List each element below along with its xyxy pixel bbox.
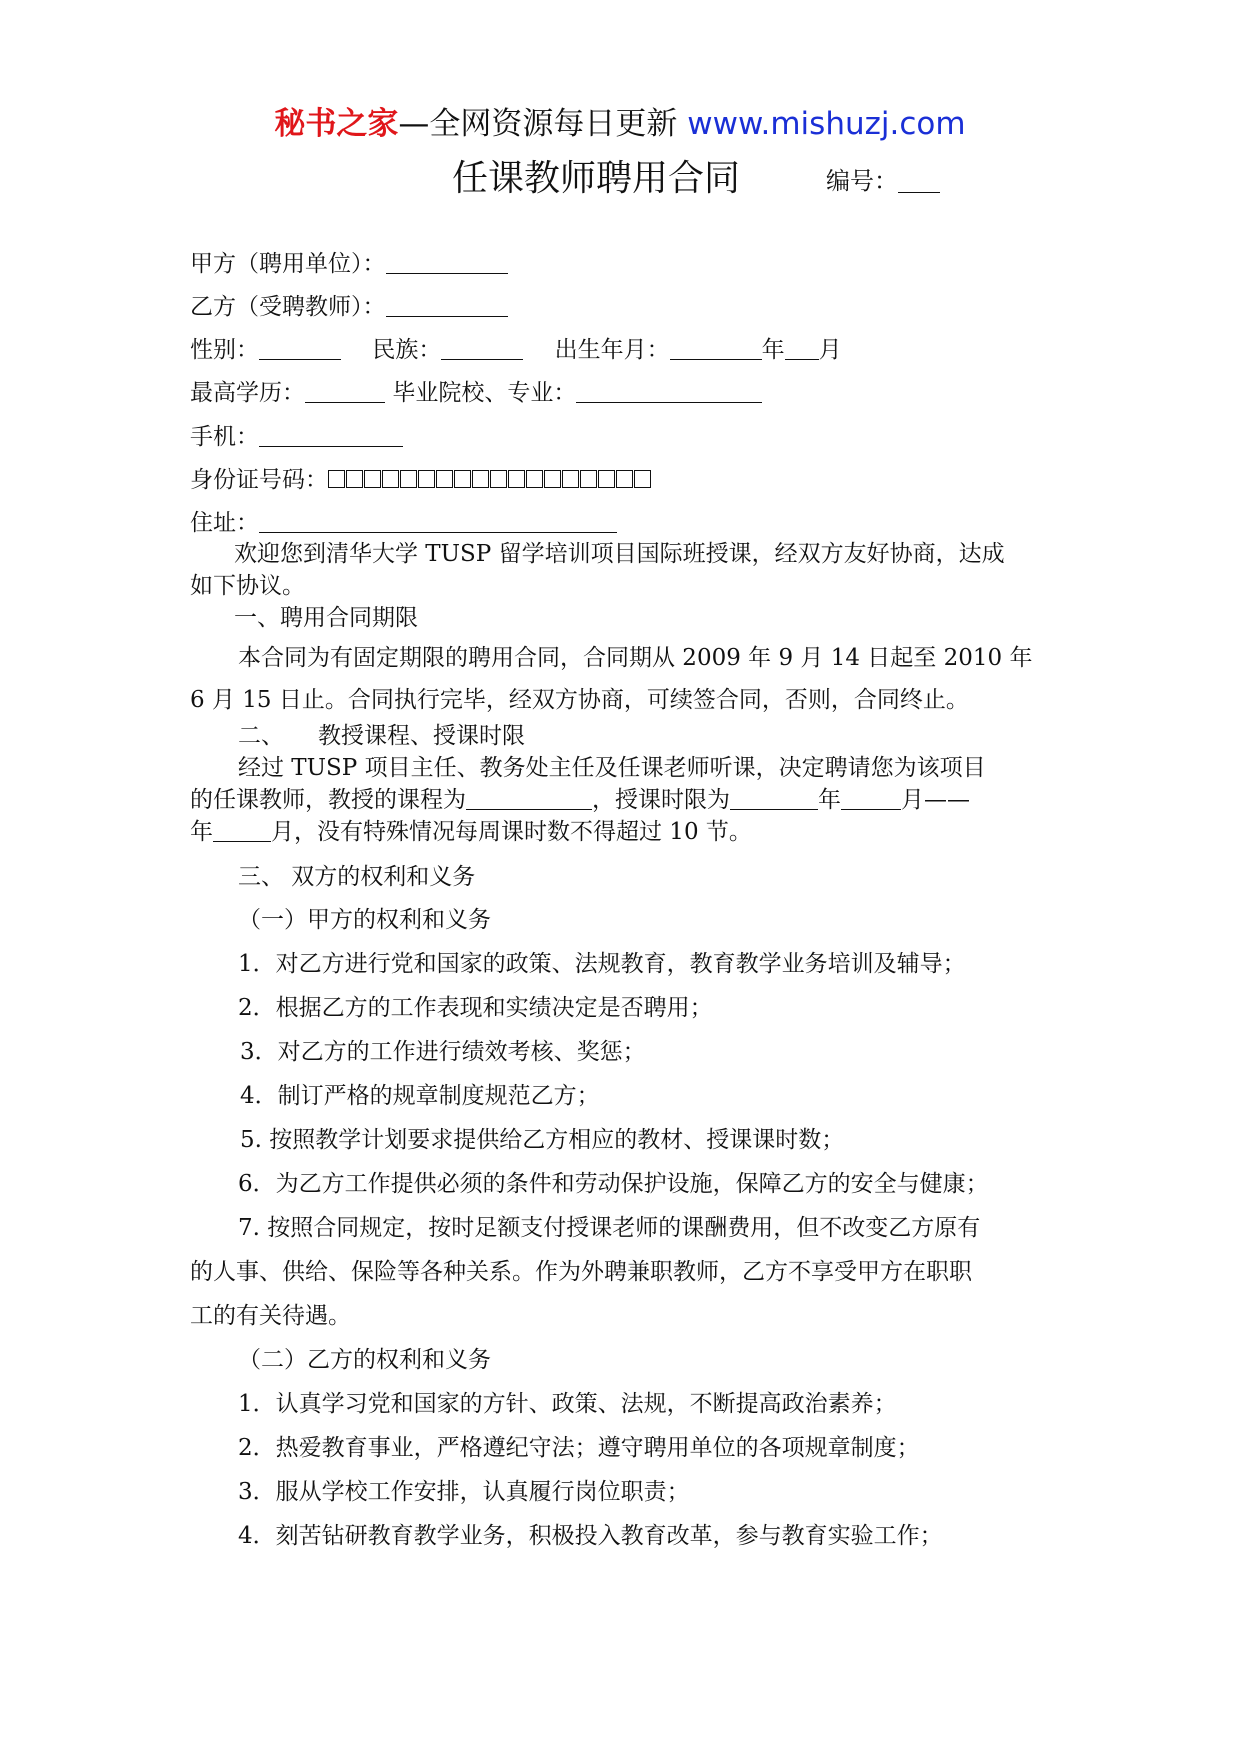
party-b-blank xyxy=(386,292,508,317)
site-banner xyxy=(0,104,1240,144)
period-start-year-unit: 年 xyxy=(818,787,841,813)
document-title: 任课教师聘用合同 xyxy=(452,158,741,199)
phone-line xyxy=(190,421,403,453)
id-number-box xyxy=(454,470,471,488)
period-end-month-blank xyxy=(213,817,271,842)
id-number-box xyxy=(580,470,597,488)
party-a-item: 6．为乙方工作提供必须的条件和劳动保护设施，保障乙方的安全与健康； xyxy=(238,1171,989,1197)
period-end-year-unit: 年 xyxy=(190,819,213,845)
period-label: ，授课时限为 xyxy=(592,787,730,813)
birth-month-unit: 月 xyxy=(818,337,842,363)
id-number-box xyxy=(616,470,633,488)
party-b-label: 乙方（受聘教师）： xyxy=(190,294,386,320)
id-number-box xyxy=(436,470,453,488)
birth-year-blank xyxy=(670,335,762,360)
id-number-box xyxy=(526,470,543,488)
party-b-rights-heading: （二）乙方的权利和义务 xyxy=(238,1347,491,1373)
id-number-box xyxy=(328,470,345,488)
party-a-item-7-line-3: 工的有关待遇。 xyxy=(190,1303,351,1329)
party-a-item: 4．制订严格的规章制度规范乙方； xyxy=(240,1083,600,1109)
banner-brand: 秘书之家 xyxy=(274,106,399,142)
party-a-item: 2．根据乙方的工作表现和实绩决定是否聘用； xyxy=(238,995,713,1021)
period-start-month-unit: 月—— xyxy=(901,787,970,813)
party-b-item: 4．刻苦钻研教育教学业务，积极投入教育改革，参与教育实验工作； xyxy=(238,1523,943,1549)
phone-blank xyxy=(259,422,403,447)
birth-month-blank xyxy=(785,335,819,360)
banner-slogan: —全网资源每日更新 xyxy=(398,106,678,142)
period-start-year-blank xyxy=(730,785,818,810)
section-2-line-2 xyxy=(190,784,970,816)
party-a-item: 3．对乙方的工作进行绩效考核、奖惩； xyxy=(240,1039,646,1065)
id-number-box xyxy=(400,470,417,488)
id-number-box xyxy=(472,470,489,488)
gender-blank xyxy=(259,335,341,360)
personal-info-line xyxy=(190,334,842,366)
period-start-month-blank xyxy=(841,785,901,810)
gender-label: 性别： xyxy=(190,337,259,363)
education-label: 最高学历： xyxy=(190,380,305,406)
address-label: 住址： xyxy=(190,510,259,536)
section-1-line-1: 本合同为有固定期限的聘用合同，合同期从 2009 年 9 月 14 日起至 2010 年 xyxy=(238,645,1033,671)
id-number-box xyxy=(562,470,579,488)
ethnicity-label: 民族： xyxy=(372,337,442,363)
party-b-item: 2．热爱教育事业，严格遵纪守法；遵守聘用单位的各项规章制度； xyxy=(238,1435,920,1461)
intro-line-1: 欢迎您到清华大学 TUSP 留学培训项目国际班授课，经双方友好协商，达成 xyxy=(234,541,1005,567)
course-label: 的任课教师，教授的课程为 xyxy=(190,787,466,813)
party-a-blank xyxy=(386,249,508,274)
section-2-heading-text: 教授课程、授课时限 xyxy=(318,723,525,749)
party-a-label: 甲方（聘用单位）： xyxy=(190,251,386,277)
section-1-line-2: 6 月 15 日止。合同执行完毕，经双方协商，可续签合同，否则，合同终止。 xyxy=(190,687,969,713)
id-number-box xyxy=(598,470,615,488)
title-row xyxy=(0,154,1240,204)
id-number-box xyxy=(508,470,525,488)
id-number-box xyxy=(544,470,561,488)
section-3-heading: 三、 双方的权利和义务 xyxy=(238,864,476,890)
id-number-box xyxy=(418,470,435,488)
birth-year-unit: 年 xyxy=(761,337,785,363)
party-b-item: 3．服从学校工作安排，认真履行岗位职责； xyxy=(238,1479,690,1505)
party-a-item: 1．对乙方进行党和国家的政策、法规教育，教育教学业务培训及辅导； xyxy=(238,951,966,977)
party-b-item: 1．认真学习党和国家的方针、政策、法规，不断提高政治素养； xyxy=(238,1391,897,1417)
school-blank xyxy=(576,378,762,403)
id-number-box xyxy=(382,470,399,488)
party-b-line xyxy=(190,291,508,323)
birth-label: 出生年月： xyxy=(554,337,670,363)
party-a-item: 5. 按照教学计划要求提供给乙方相应的教材、授课课时数； xyxy=(240,1127,845,1153)
id-number-box xyxy=(490,470,507,488)
address-blank xyxy=(259,508,617,533)
section-2-line-3 xyxy=(190,816,752,848)
course-blank xyxy=(466,785,592,810)
banner-url[interactable]: www.mishuzj.com xyxy=(687,106,966,142)
ethnicity-blank xyxy=(441,335,523,360)
education-blank xyxy=(305,378,385,403)
id-number-label: 身份证号码： xyxy=(190,467,328,493)
party-a-line xyxy=(190,248,508,280)
phone-label: 手机： xyxy=(190,424,259,450)
school-label: 毕业院校、专业： xyxy=(392,380,577,406)
serial-blank xyxy=(898,166,940,192)
section-2-heading xyxy=(238,720,525,752)
id-number-line xyxy=(190,464,652,496)
address-line xyxy=(190,507,617,539)
id-number-boxes xyxy=(328,467,652,493)
education-line xyxy=(190,377,762,409)
serial-number xyxy=(826,164,940,198)
id-number-box xyxy=(346,470,363,488)
party-a-item-7-line-1: 7. 按照合同规定，按时足额支付授课老师的课酬费用，但不改变乙方原有 xyxy=(238,1215,981,1241)
period-end-text: 月，没有特殊情况每周课时数不得超过 10 节。 xyxy=(271,819,752,845)
section-2-line-1: 经过 TUSP 项目主任、教务处主任及任课老师听课，决定聘请您为该项目 xyxy=(238,755,986,781)
id-number-box xyxy=(634,470,651,488)
section-2-heading-num: 二、 xyxy=(238,723,284,749)
serial-label: 编号： xyxy=(826,167,898,195)
section-1-heading: 一、聘用合同期限 xyxy=(234,605,418,631)
id-number-box xyxy=(364,470,381,488)
intro-line-2: 如下协议。 xyxy=(190,573,305,599)
party-a-rights-heading: （一）甲方的权利和义务 xyxy=(238,907,491,933)
party-a-item-7-line-2: 的人事、供给、保险等各种关系。作为外聘兼职教师，乙方不享受甲方在职职 xyxy=(190,1259,972,1285)
